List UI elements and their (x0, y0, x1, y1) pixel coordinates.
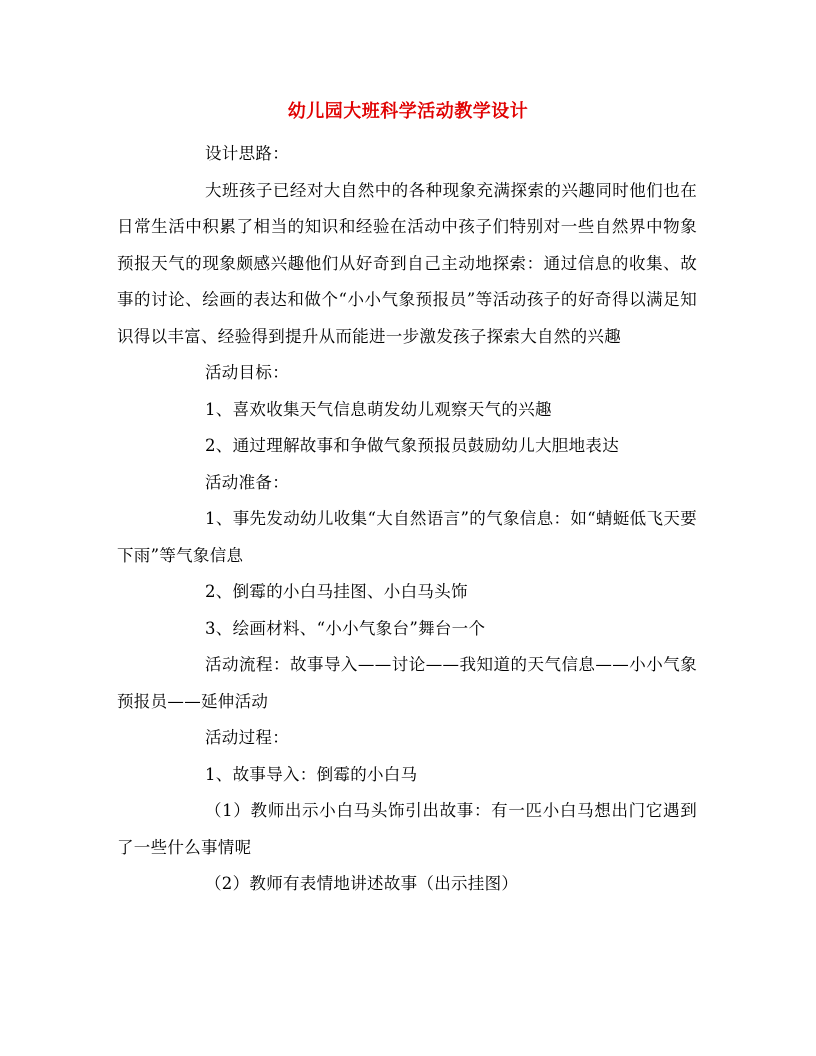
document-title: 幼儿园大班科学活动教学设计 (287, 101, 529, 122)
paragraph-flow: 活动流程：故事导入——讨论——我知道的天气信息——小小气象预报员——延伸活动 (117, 655, 697, 711)
paragraph-process-heading: 活动过程： (205, 728, 289, 747)
paragraph-preparation-1: 1、事先发动幼儿收集“大自然语言”的气象信息：如“蜻蜓低飞天要下雨”等气象信息 (117, 509, 697, 565)
paragraph-process-1: 1、故事导入：倒霉的小白马 (205, 764, 418, 784)
paragraph-process-1-1: （1）教师出示小白马头饰引出故事：有一匹小白马想出门它遇到了一些什么事情呢 (117, 801, 697, 857)
paragraph-goals-heading: 活动目标： (205, 363, 289, 382)
paragraph-goal-1: 1、喜欢收集天气信息萌发幼儿观察天气的兴趣 (205, 399, 552, 419)
paragraph-goal-2: 2、通过理解故事和争做气象预报员鼓励幼儿大胆地表达 (205, 436, 619, 455)
paragraph-preparation-2: 2、倒霉的小白马挂图、小白马头饰 (205, 582, 468, 601)
paragraph-preparation-3: 3、绘画材料、“小小气象台”舞台一个 (205, 618, 486, 638)
paragraph-preparation-heading: 活动准备： (205, 472, 289, 492)
paragraph-process-1-2: （2）教师有表情地讲述故事（出示挂图） (205, 874, 519, 893)
paragraph-design-idea-body: 大班孩子已经对大自然中的各种现象充满探索的兴趣同时他们也在日常生活中积累了相当的知识和经验在活动中孩子们特别对一些自然界中物象预报天气的现象颇感兴趣他们从好奇到自己主动地探索：通过信息的收集、故事的讨论、绘画的表达和做个“小小气象预报员”等活动孩子的好奇得以满足知识得以丰富、经验得到提升从而能进一步激发孩子探索大自然的兴趣 (117, 180, 697, 346)
paragraph-design-idea-heading: 设计思路： (205, 144, 289, 163)
document-body (117, 136, 697, 903)
